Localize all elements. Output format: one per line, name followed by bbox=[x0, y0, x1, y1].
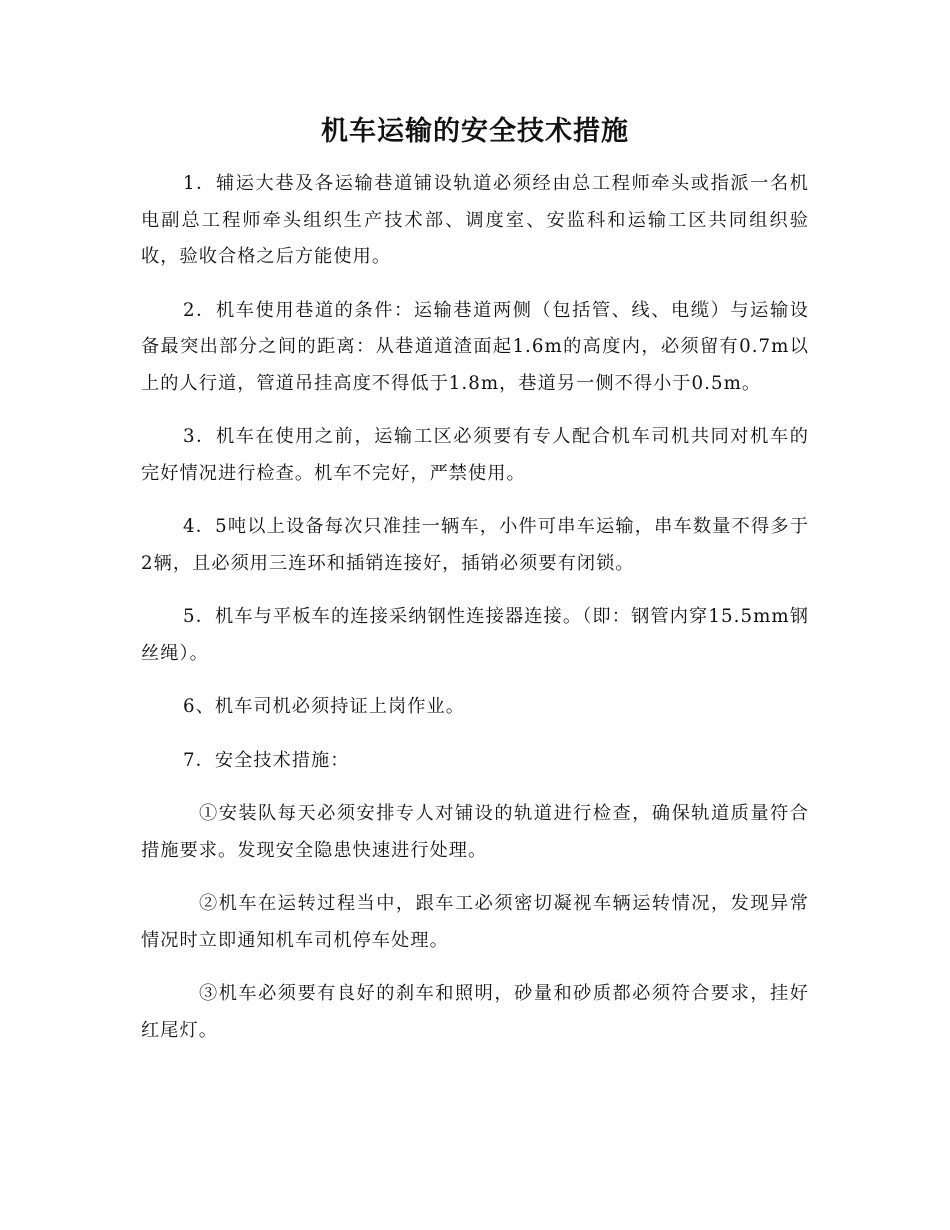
document-body bbox=[141, 166, 809, 1066]
paragraph-6: 6、机车司机必须持证上岗作业。 bbox=[183, 696, 465, 717]
measure-item-3: ③机车必须要有良好的刹车和照明，砂量和砂质都必须符合要求，挂好红尾灯。 bbox=[141, 983, 809, 1041]
paragraph-7: 7．安全技术措施： bbox=[183, 749, 350, 771]
paragraph-3: 3．机车在使用之前，运输工区必须要有专人配合机车司机共同对机车的完好情况进行检查。机车不完好，严禁使用。 bbox=[141, 426, 809, 484]
paragraph-2: 2．机车使用巷道的条件：运输巷道两侧（包括管、线、电缆）与运输设备最突出部分之间的距离：从巷道道渣面起1.6m的高度内，必须留有0.7m以上的人行道，管道吊挂高度不得低于1.8m，巷道另一侧不得小于0.5m。 bbox=[141, 299, 809, 394]
measure-item-2: ②机车在运转过程当中，跟车工必须密切凝视车辆运转情况，发现异常情况时立即通知机车司机停车处理。 bbox=[141, 893, 809, 951]
paragraph-5: 5．机车与平板车的连接采纳钢性连接器连接。（即：钢管内穿15.5mm钢丝绳）。 bbox=[141, 606, 809, 664]
measure-item-1: ①安装队每天必须安排专人对铺设的轨道进行检查，确保轨道质量符合措施要求。发现安全隐患快速进行处理。 bbox=[141, 803, 809, 861]
paragraph-4: 4．5吨以上设备每次只准挂一辆车，小件可串车运输，串车数量不得多于2辆，且必须用三连环和插销连接好，插销必须要有闭锁。 bbox=[141, 516, 809, 574]
paragraph-1: 1．辅运大巷及各运输巷道铺设轨道必须经由总工程师牵头或指派一名机电副总工程师牵头组织生产技术部、调度室、安监科和运输工区共同组织验收，验收合格之后方能使用。 bbox=[141, 173, 809, 267]
document-title: 机车运输的安全技术措施 bbox=[321, 116, 629, 147]
